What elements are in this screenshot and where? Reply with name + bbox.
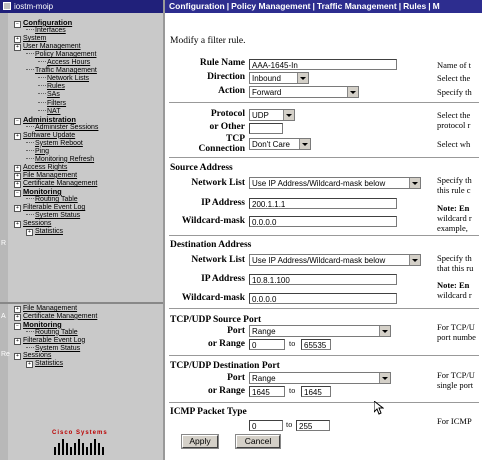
action-select[interactable]	[249, 86, 359, 98]
cancel-button[interactable]: Cancel	[236, 435, 280, 448]
tree-connector-icon	[38, 110, 46, 111]
window-title-bar	[0, 0, 163, 13]
separator	[169, 235, 479, 237]
nav-item-access-rights[interactable]	[14, 164, 67, 172]
tree-connector-icon	[38, 85, 46, 86]
icmp-to-input[interactable]: 255	[296, 420, 330, 431]
source-port-title: TCP/UDP Source Port	[170, 315, 262, 325]
nav-item-label: User Management	[23, 43, 81, 51]
icmp-title: ICMP Packet Type	[170, 407, 247, 417]
destination-port-select[interactable]	[249, 372, 391, 384]
tab-rules[interactable]: Rules	[403, 1, 427, 11]
nav-item-label: Monitoring	[23, 187, 62, 197]
source-range-from-input[interactable]: 0	[249, 339, 285, 350]
chevron-down-icon	[379, 326, 390, 336]
expand-icon[interactable]: +	[14, 165, 21, 172]
source-port-value: Range	[252, 327, 276, 336]
expand-icon[interactable]: +	[26, 229, 33, 236]
rule-name-label: Rule Name	[199, 58, 245, 68]
tree-connector-icon	[26, 69, 34, 70]
source-note-2: wildcard r	[437, 213, 472, 223]
nav-item-label: Ping	[35, 147, 50, 155]
or-other-label: or Other	[209, 122, 245, 132]
nav-item-label: Software Update	[23, 131, 76, 139]
expand-icon[interactable]: +	[14, 314, 21, 321]
tab-more[interactable]: M	[432, 1, 440, 11]
window-icon	[3, 2, 11, 10]
nav-item-system[interactable]	[14, 35, 46, 43]
tcp-connection-label-2: Connection	[198, 144, 245, 154]
collapse-icon[interactable]: −	[14, 323, 21, 330]
protocol-value: UDP	[252, 111, 269, 120]
nav-item-access-hours[interactable]	[38, 59, 90, 67]
tree-connector-icon	[26, 126, 34, 127]
left-edge-strip	[0, 13, 8, 460]
expand-icon[interactable]: +	[26, 361, 33, 368]
destination-range-to-input[interactable]: 1645	[301, 386, 331, 397]
collapse-icon[interactable]: −	[14, 118, 21, 125]
nav-item-file-management[interactable]	[14, 172, 77, 180]
destination-port-title: TCP/UDP Destination Port	[170, 361, 280, 371]
nav-item-sas[interactable]	[38, 91, 60, 99]
nav-item-statistics[interactable]	[26, 360, 63, 368]
nav-item-file-management[interactable]	[14, 305, 77, 313]
nav-item-label: Traffic Management	[35, 67, 97, 75]
nav-item-interfaces[interactable]	[26, 27, 66, 35]
tree-connector-icon	[26, 158, 34, 159]
destination-network-list-value: Use IP Address/Wildcard-mask below	[252, 256, 386, 265]
nav-item-label: Filters	[47, 99, 67, 107]
destination-address-title: Destination Address	[170, 240, 252, 250]
source-port-hint-1: For TCP/U	[437, 322, 475, 332]
separator	[169, 402, 479, 404]
destination-network-list-select[interactable]	[249, 254, 421, 266]
nav-item-software-update[interactable]	[14, 132, 75, 140]
separator	[169, 308, 479, 310]
chevron-down-icon	[347, 87, 358, 97]
tree-connector-icon	[38, 93, 46, 94]
destination-range-to-label: to	[289, 386, 296, 395]
nav-item-label: File Management	[23, 305, 78, 312]
mouse-pointer-icon	[374, 401, 384, 415]
source-address-title: Source Address	[170, 163, 233, 173]
expand-icon[interactable]: +	[14, 338, 21, 345]
nav-item-label: System Reboot	[35, 139, 83, 147]
cisco-logo	[52, 430, 122, 457]
nav-item-label: Interfaces	[35, 27, 66, 35]
tcp-connection-select[interactable]	[249, 138, 311, 150]
tcp-connection-value: Don't Care	[252, 140, 290, 149]
destination-mask-label: Wildcard-mask	[181, 293, 245, 303]
destination-mask-input[interactable]: 0.0.0.0	[249, 293, 397, 304]
nav-item-filters[interactable]	[38, 100, 66, 108]
action-hint: Specify th	[437, 87, 472, 97]
expand-icon[interactable]: +	[14, 306, 21, 313]
protocol-hint-2: protocol r	[437, 120, 471, 130]
nav-item-label: Statistics	[35, 228, 64, 236]
rule-name-hint: Name of t	[437, 60, 471, 70]
cisco-logo-text: Cisco Systems	[52, 430, 108, 436]
or-other-input[interactable]	[249, 123, 283, 134]
collapse-icon[interactable]: −	[14, 190, 21, 197]
source-network-list-label: Network List	[191, 178, 245, 188]
nav-item-label: Configuration	[23, 18, 73, 27]
destination-hint-1: Specify th	[437, 253, 472, 263]
expand-icon[interactable]: +	[14, 44, 21, 51]
source-ip-label: IP Address	[201, 198, 245, 208]
edge-letter: A	[1, 313, 6, 320]
destination-ip-input[interactable]: 10.8.1.100	[249, 274, 397, 285]
destination-network-list-label: Network List	[191, 255, 245, 265]
rule-name-input[interactable]: AAA-1645-In	[249, 59, 397, 70]
nav-item-administration[interactable]	[14, 116, 76, 124]
nav-item-label: File Management	[23, 171, 78, 179]
icmp-to-label: to	[286, 420, 293, 429]
nav-item-label: Routing Table	[35, 328, 78, 336]
nav-item-label: System Status	[35, 344, 81, 352]
collapse-icon[interactable]: −	[14, 21, 21, 28]
source-port-label: Port	[227, 326, 245, 336]
protocol-select[interactable]	[249, 109, 295, 121]
source-port-hint-2: port numbe	[437, 332, 476, 342]
tcp-connection-label-1: TCP	[226, 134, 245, 144]
source-range-label: or Range	[207, 339, 245, 349]
separator	[169, 157, 479, 159]
nav-item-label: Rules	[47, 83, 65, 91]
chevron-down-icon	[409, 178, 420, 188]
separator	[169, 355, 479, 357]
nav-item-label: Statistics	[35, 360, 64, 368]
protocol-label: Protocol	[210, 109, 245, 119]
tree-connector-icon	[26, 150, 34, 151]
source-range-to-label: to	[289, 339, 296, 348]
main-frame	[163, 0, 482, 460]
nav-item-label: Network Lists	[47, 75, 90, 83]
nav-item-label: Sessions	[23, 352, 52, 360]
tree-connector-icon	[38, 61, 46, 62]
destination-range-label: or Range	[207, 386, 245, 396]
action-label: Action	[218, 86, 245, 96]
expand-icon[interactable]: +	[14, 181, 21, 188]
tree-connector-icon	[38, 77, 46, 78]
nav-item-system-status[interactable]	[26, 345, 80, 353]
nav-item-routing-table[interactable]	[26, 329, 78, 337]
chevron-down-icon	[283, 110, 294, 120]
tree-connector-icon	[26, 214, 34, 215]
source-network-list-select[interactable]	[249, 177, 421, 189]
nav-item-filterable-event-log[interactable]	[14, 204, 85, 212]
source-hint-1: Specify th	[437, 175, 472, 185]
nav-item-rules[interactable]	[38, 83, 65, 91]
nav-item-administer-sessions[interactable]	[26, 124, 98, 132]
destination-port-hint-1: For TCP/U	[437, 370, 475, 380]
frame-divider[interactable]	[0, 302, 163, 304]
expand-icon[interactable]: +	[14, 173, 21, 180]
tab-policy-management[interactable]: Policy Management	[231, 1, 311, 11]
source-mask-label: Wildcard-mask	[181, 216, 245, 226]
chevron-down-icon	[409, 255, 420, 265]
nav-item-label: Access Hours	[47, 59, 91, 67]
expand-icon[interactable]: +	[14, 36, 21, 43]
action-value: Forward	[252, 88, 282, 97]
icmp-hint: For ICMP	[437, 416, 472, 426]
tree-connector-icon	[26, 53, 34, 54]
nav-item-label: Sessions	[23, 220, 52, 228]
destination-note-2: wildcard r	[437, 290, 472, 300]
tree-connector-icon	[26, 347, 34, 348]
tree-connector-icon	[26, 331, 34, 332]
window-title: iostm-moip	[14, 2, 54, 11]
destination-range-from-input[interactable]: 1645	[249, 386, 285, 397]
nav-item-label: Monitoring	[23, 319, 62, 329]
direction-label: Direction	[207, 72, 245, 82]
protocol-hint-1: Select the	[437, 110, 471, 120]
destination-ip-label: IP Address	[201, 274, 245, 284]
nav-item-policy-management[interactable]	[26, 51, 96, 59]
nav-item-label: Monitoring Refresh	[35, 155, 95, 163]
nav-item-label: NAT	[47, 107, 61, 115]
nav-item-label: Filterable Event Log	[23, 204, 86, 212]
expand-icon[interactable]: +	[14, 353, 21, 360]
nav-item-label: Filterable Event Log	[23, 336, 86, 344]
expand-icon[interactable]: +	[14, 205, 21, 212]
source-note-3: example,	[437, 223, 468, 233]
direction-hint: Select the	[437, 73, 471, 83]
nav-item-ping[interactable]	[26, 148, 49, 156]
source-range-to-input[interactable]: 65535	[301, 339, 331, 350]
chevron-down-icon	[299, 139, 310, 149]
edge-letter: R	[1, 240, 7, 247]
nav-item-monitoring-refresh[interactable]	[26, 156, 94, 164]
nav-item-label: SAs	[47, 91, 60, 99]
apply-button[interactable]: Apply	[182, 435, 218, 448]
nav-item-label: Certificate Management	[23, 180, 98, 187]
cisco-bars-icon	[52, 437, 114, 455]
nav-item-traffic-management[interactable]	[26, 67, 97, 75]
nav-item-filterable-event-log[interactable]	[14, 337, 85, 345]
nav-item-label: Administer Sessions	[35, 123, 99, 131]
expand-icon[interactable]: +	[14, 133, 21, 140]
tree-connector-icon	[26, 29, 34, 30]
nav-item-statistics[interactable]	[26, 228, 63, 236]
tab-traffic-management[interactable]: Traffic Management	[316, 1, 397, 11]
edge-letter: Re	[1, 351, 10, 358]
nav-item-sessions[interactable]	[14, 220, 51, 228]
tab-configuration[interactable]: Configuration	[169, 1, 225, 11]
tree-connector-icon	[26, 142, 34, 143]
nav-item-label: Administration	[23, 114, 76, 124]
source-ip-input[interactable]: 200.1.1.1	[249, 198, 397, 209]
source-hint-2: this rule c	[437, 185, 471, 195]
nav-item-monitoring[interactable]	[14, 188, 62, 196]
tcp-connection-hint: Select wh	[437, 139, 471, 149]
nav-item-label: Policy Management	[35, 51, 97, 59]
separator	[169, 102, 479, 104]
expand-icon[interactable]: +	[14, 221, 21, 228]
destination-hint-2: that this ru	[437, 263, 474, 273]
chevron-down-icon	[379, 373, 390, 383]
nav-item-system-status[interactable]	[26, 212, 80, 220]
icmp-from-input[interactable]: 0	[249, 420, 283, 431]
breadcrumb-bar: Configuration | Policy Management | Traffic Management | Rules | M	[165, 0, 482, 13]
chevron-down-icon	[297, 73, 308, 83]
nav-item-system-reboot[interactable]	[26, 140, 83, 148]
nav-item-routing-table[interactable]	[26, 196, 78, 204]
tree-connector-icon	[38, 102, 46, 103]
navigation-pane	[0, 0, 163, 460]
nav-item-label: System Status	[35, 212, 81, 220]
nav-item-network-lists[interactable]	[38, 75, 89, 83]
nav-item-monitoring[interactable]	[14, 321, 62, 329]
nav-item-label: System	[23, 35, 47, 43]
nav-item-user-management[interactable]	[14, 43, 81, 51]
source-note-1: Note: En	[437, 203, 470, 213]
destination-note-1: Note: En	[437, 280, 470, 290]
page-intro: Modify a filter rule.	[170, 36, 246, 46]
destination-port-value: Range	[252, 374, 276, 383]
destination-port-hint-2: single port	[437, 380, 474, 390]
direction-select[interactable]	[249, 72, 309, 84]
nav-item-label: Certificate Management	[23, 312, 98, 320]
nav-item-label: Access Rights	[23, 163, 68, 171]
source-port-select[interactable]	[249, 325, 391, 337]
source-network-list-value: Use IP Address/Wildcard-mask below	[252, 179, 386, 188]
direction-value: Inbound	[252, 74, 281, 83]
source-mask-input[interactable]: 0.0.0.0	[249, 216, 397, 227]
tree-connector-icon	[26, 198, 34, 199]
nav-item-label: Routing Table	[35, 196, 78, 204]
nav-item-configuration[interactable]	[14, 19, 72, 27]
nav-item-sessions[interactable]	[14, 352, 51, 360]
destination-port-label: Port	[227, 373, 245, 383]
